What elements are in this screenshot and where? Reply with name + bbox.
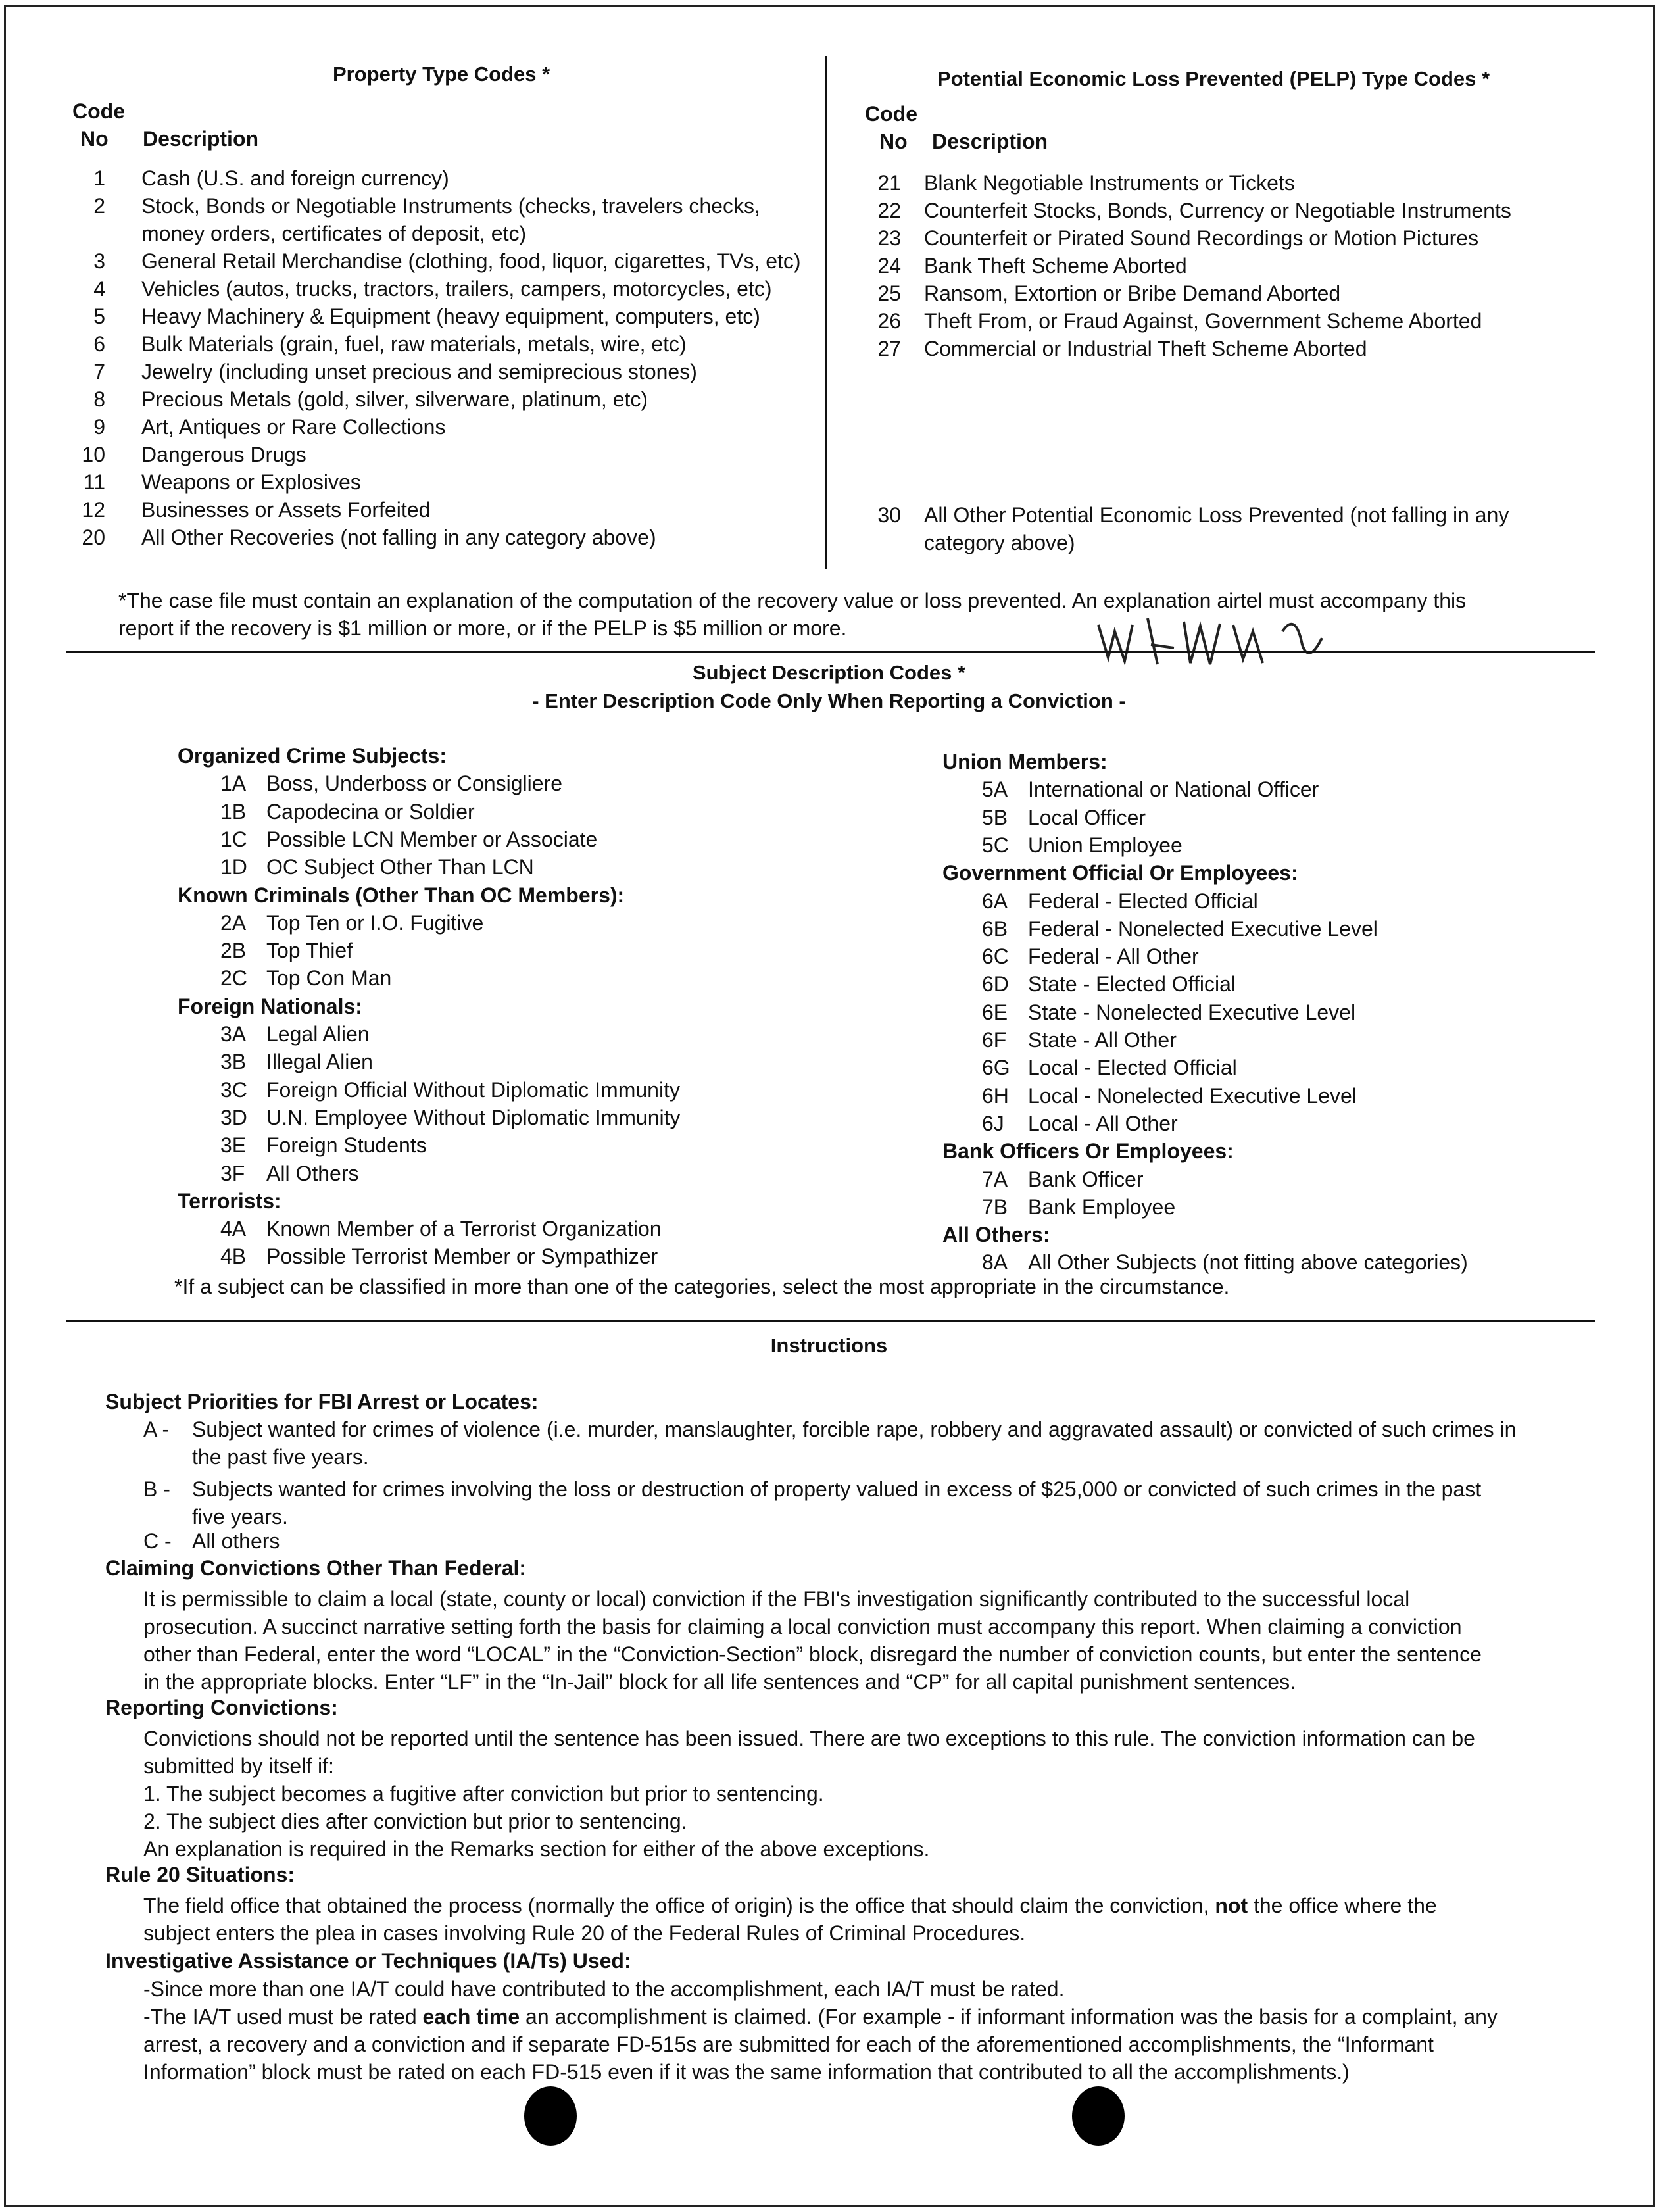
priority-b-line1: Subjects wanted for crimes involving the loss or destruction of property valued in excess of $25,000 or convicted of such crimes in the past — [192, 1477, 1482, 1501]
rule20-line1 — [143, 1892, 1437, 1919]
subject-code-description: Federal - Elected Official — [1028, 889, 1258, 913]
property-code-row — [39, 413, 829, 441]
subject-code-description: Possible Terrorist Member or Sympathizer — [266, 1244, 658, 1269]
subject-code: 2C — [220, 966, 247, 991]
instructions-title: Instructions — [770, 1334, 888, 1357]
code-description: Cash (U.S. and foreign currency) — [141, 166, 449, 190]
subject-code-item — [220, 1076, 680, 1104]
code-description: Counterfeit or Pirated Sound Recordings or Motion Pictures — [924, 226, 1479, 250]
subject-code-item — [220, 1020, 370, 1048]
subject-code: 4A — [220, 1217, 247, 1241]
subject-code-description: Federal - Nonelected Executive Level — [1028, 916, 1378, 941]
subject-code-description: Known Member of a Terrorist Organization — [266, 1217, 662, 1241]
subject-code: 3C — [220, 1077, 247, 1102]
subject-code-description: Union Employee — [1028, 833, 1183, 857]
code-description: Ransom, Extortion or Bribe Demand Aborted — [924, 282, 1341, 305]
subject-code-item — [220, 1242, 658, 1270]
code-number: 21 — [877, 171, 901, 195]
subject-code-item — [982, 804, 1146, 831]
code-number: 25 — [877, 282, 901, 305]
subject-code-description: Foreign Students — [266, 1133, 427, 1158]
subject-code-item — [982, 775, 1319, 803]
property-code-row — [39, 192, 829, 220]
pelp-col-code: Code — [865, 102, 917, 126]
subject-code: 7B — [982, 1194, 1008, 1219]
pelp-code-row — [829, 280, 1618, 307]
reporting-line1: Convictions should not be reported until the sentence has been issued. There are two exceptions to this rule. The conviction information can be — [143, 1727, 1475, 1750]
punch-hole-left — [524, 2086, 577, 2146]
subject-code-item — [982, 1193, 1175, 1221]
iat-line1: -Since more than one IA/T could have contributed to the accomplishment, each IA/T must be rated. — [143, 1977, 1065, 2001]
subject-code: 1A — [220, 772, 247, 796]
claiming-heading: Claiming Convictions Other Than Federal: — [105, 1556, 527, 1580]
code-number: 27 — [877, 337, 901, 360]
subject-code: 3E — [220, 1133, 247, 1158]
code-description: Counterfeit Stocks, Bonds, Currency or Negotiable Instruments — [924, 199, 1511, 222]
pelp-row-other — [829, 501, 1552, 529]
property-col-no: No — [80, 127, 109, 151]
property-code-row — [39, 330, 829, 358]
subject-code: 4B — [220, 1244, 247, 1269]
subject-code-description: Local - Elected Official — [1028, 1056, 1237, 1080]
subject-code-description: International or National Officer — [1028, 777, 1319, 802]
pelp-code-row — [829, 197, 1618, 224]
priority-b-line2: five years. — [192, 1505, 288, 1529]
subject-code-description: Possible LCN Member or Associate — [266, 827, 598, 851]
iat-heading: Investigative Assistance or Techniques (IA/Ts) Used: — [105, 1949, 631, 1973]
pelp-col-no: No — [879, 130, 908, 153]
subject-code-item — [220, 825, 597, 853]
code-description: General Retail Merchandise (clothing, food, liquor, cigarettes, TVs, etc) — [141, 249, 801, 273]
property-col-code: Code — [72, 99, 125, 123]
subject-code-description: State - Elected Official — [1028, 972, 1236, 996]
reporting-heading: Reporting Convictions: — [105, 1696, 338, 1719]
rule20-text-a: The field office that obtained the process (normally the office of origin) is the office that should claim the conviction, — [143, 1894, 1215, 1917]
subject-code: 1C — [220, 827, 247, 851]
claiming-line1: It is permissible to claim a local (state, county or local) conviction if the FBI's investigation significantly contributed to the successful local — [143, 1587, 1410, 1611]
code-number: 11 — [83, 470, 105, 494]
subject-code: 6A — [982, 889, 1008, 913]
subject-code-description: Local - All Other — [1028, 1111, 1178, 1135]
code-description: Stock, Bonds or Negotiable Instruments (checks, travelers checks, — [141, 194, 760, 218]
subject-category-heading: Organized Crime Subjects: — [178, 744, 447, 768]
column-divider — [825, 56, 827, 569]
code-description: All Other Recoveries (not falling in any category above) — [141, 526, 656, 549]
subject-code-description: Illegal Alien — [266, 1050, 373, 1074]
subject-category-heading: Bank Officers Or Employees: — [942, 1139, 1234, 1164]
subject-code-item — [982, 1054, 1237, 1081]
priorities-heading: Subject Priorities for FBI Arrest or Locates: — [105, 1390, 539, 1413]
subject-code-item — [982, 1166, 1143, 1193]
subject-code-item — [220, 1104, 681, 1131]
subject-category-heading: Government Official Or Employees: — [942, 861, 1298, 885]
subject-code: 5B — [982, 805, 1008, 829]
code-number: 26 — [877, 309, 901, 333]
subject-code-item — [982, 1110, 1178, 1137]
property-code-row — [39, 524, 829, 551]
subject-category-heading: Union Members: — [942, 750, 1108, 774]
subject-code-description: Top Ten or I.O. Fugitive — [266, 910, 484, 935]
property-code-row — [39, 303, 829, 330]
subject-code: 5A — [982, 777, 1008, 802]
pelp-code: 30 — [877, 503, 901, 527]
subject-code: 2A — [220, 910, 247, 935]
property-code-row — [39, 358, 829, 385]
subject-code-item — [220, 909, 483, 937]
subject-code: 3B — [220, 1050, 247, 1074]
subject-code: 6H — [982, 1083, 1009, 1108]
code-number: 5 — [93, 305, 105, 328]
property-code-row — [39, 220, 829, 247]
subject-code: 6E — [982, 1000, 1008, 1024]
subject-code-description: OC Subject Other Than LCN — [266, 855, 534, 879]
subject-code-item — [220, 1160, 358, 1187]
subject-code-description: U.N. Employee Without Diplomatic Immunity — [266, 1105, 681, 1129]
subject-code-description: Bank Employee — [1028, 1194, 1176, 1219]
subject-code: 2B — [220, 939, 247, 963]
claiming-line2: prosecution. A succinct narrative setting forth the basis for claiming a local conviction must accompany this report. When claiming a conviction — [143, 1615, 1462, 1638]
reporting-line3: An explanation is required in the Remarks section for either of the above exceptions. — [143, 1837, 930, 1861]
subject-code: 1B — [220, 799, 247, 823]
subject-code-description: Local - Nonelected Executive Level — [1028, 1083, 1357, 1108]
subject-category-heading: Terrorists: — [178, 1189, 281, 1213]
code-description: Bank Theft Scheme Aborted — [924, 254, 1187, 278]
iat-line3: arrest, a recovery and a conviction and if separate FD-515s are submitted for each of the aforementioned accomplishments, the “Informant — [143, 2032, 1434, 2056]
rule20-text-c: the office where the — [1248, 1894, 1437, 1917]
subject-code-description: Boss, Underboss or Consigliere — [266, 772, 562, 796]
code-number: 4 — [93, 277, 105, 301]
pelp-code-row — [829, 169, 1618, 197]
subject-code-description: State - Nonelected Executive Level — [1028, 1000, 1356, 1024]
iat-text-b: each time — [422, 2005, 520, 2028]
priority-a-line2: the past five years. — [192, 1445, 369, 1469]
property-code-row — [39, 247, 829, 275]
code-number: 1 — [93, 166, 105, 190]
code-description: Businesses or Assets Forfeited — [141, 498, 431, 522]
iat-line4: Information” block must be rated on each FD-515 even if it was the same information that contributed to all the accomplishments.) — [143, 2060, 1350, 2084]
pelp-description: All Other Potential Economic Loss Prevented (not falling in any — [924, 503, 1509, 527]
subject-code: 3F — [220, 1161, 245, 1185]
code-description: Dangerous Drugs — [141, 443, 306, 466]
subject-code-item — [982, 1082, 1357, 1110]
code-description: Vehicles (autos, trucks, tractors, trailers, campers, motorcycles, etc) — [141, 277, 772, 301]
code-number: 3 — [93, 249, 105, 273]
subject-code-description: Foreign Official Without Diplomatic Immunity — [266, 1077, 680, 1102]
code-number: 10 — [82, 443, 105, 466]
subject-code-item — [982, 970, 1236, 998]
code-description: Jewelry (including unset precious and semiprecious stones) — [141, 360, 697, 383]
code-number: 9 — [93, 415, 105, 439]
subject-code-description: Top Con Man — [266, 966, 392, 991]
code-number: 6 — [93, 332, 105, 356]
subject-code-description: Bank Officer — [1028, 1167, 1144, 1191]
code-number: 20 — [82, 526, 105, 549]
subject-code-description: Legal Alien — [266, 1022, 370, 1046]
pelp-codes-title: Potential Economic Loss Prevented (PELP) Type Codes * — [937, 67, 1490, 90]
code-number: 7 — [93, 360, 105, 383]
code-description: Heavy Machinery & Equipment (heavy equipment, computers, etc) — [141, 305, 760, 328]
subject-category-heading: Known Criminals (Other Than OC Members): — [178, 883, 625, 907]
subject-code: 5C — [982, 833, 1009, 857]
priority-a-line1: Subject wanted for crimes of violence (i.e. murder, manslaughter, forcible rape, robbery and aggravated assault) or convicted of such crimes in — [192, 1417, 1517, 1441]
pelp-code-row — [829, 335, 1618, 362]
priority-b-label: B - — [143, 1477, 170, 1501]
property-code-row — [39, 441, 829, 468]
priority-c-line1: All others — [192, 1529, 280, 1553]
subject-code-item — [982, 831, 1183, 859]
subject-code-item — [220, 1215, 662, 1242]
property-code-row — [39, 496, 829, 524]
iat-line2 — [143, 2003, 1498, 2030]
code-number: 12 — [82, 498, 105, 522]
subject-code-item — [220, 1048, 373, 1075]
subject-code-item — [220, 770, 562, 797]
subject-code: 6F — [982, 1028, 1007, 1052]
subject-code-item — [982, 1026, 1177, 1054]
code-number: 8 — [93, 387, 105, 411]
reporting-item2: 2. The subject dies after conviction but prior to sentencing. — [143, 1809, 687, 1833]
pelp-code-row — [829, 224, 1618, 252]
code-number: 23 — [877, 226, 901, 250]
rule20-heading: Rule 20 Situations: — [105, 1863, 295, 1886]
punch-hole-right — [1072, 2086, 1125, 2146]
code-description: Precious Metals (gold, silver, silverware, platinum, etc) — [141, 387, 648, 411]
priority-c-label: C - — [143, 1529, 172, 1553]
subject-codes-title: Subject Description Codes * — [692, 661, 966, 684]
reporting-item1: 1. The subject becomes a fugitive after conviction but prior to sentencing. — [143, 1782, 824, 1806]
subject-code-description: Capodecina or Soldier — [266, 799, 475, 823]
subject-code-item — [220, 937, 353, 964]
subject-code: 3D — [220, 1105, 247, 1129]
code-number: 24 — [877, 254, 901, 278]
subject-codes-subtitle: - Enter Description Code Only When Reporting a Conviction - — [532, 689, 1126, 712]
subject-code-description: All Others — [266, 1161, 359, 1185]
code-description: money orders, certificates of deposit, etc) — [141, 222, 527, 245]
subject-code-description: Federal - All Other — [1028, 945, 1199, 969]
claiming-line3: other than Federal, enter the word “LOCAL” in the “Conviction-Section” block, disregard the number of conviction counts, but enter the sentence — [143, 1642, 1482, 1666]
property-codes-title: Property Type Codes * — [333, 62, 550, 86]
code-number: 2 — [93, 194, 105, 218]
subject-code-item — [982, 998, 1355, 1026]
subject-code-item — [220, 853, 534, 881]
property-code-row — [39, 164, 829, 192]
recovery-footnote-line1: *The case file must contain an explanation of the computation of the recovery value or loss prevented. An explanation airtel must accompany this — [118, 589, 1467, 612]
subject-code-item — [982, 887, 1258, 915]
section-divider-1 — [66, 651, 1595, 653]
subject-code-item — [220, 1131, 427, 1159]
code-description: Weapons or Explosives — [141, 470, 361, 494]
pelp-code-row — [829, 252, 1618, 280]
iat-text-c: an accomplishment is claimed. (For example - if informant information was the basis for a complaint, any — [520, 2005, 1498, 2028]
code-description: Art, Antiques or Rare Collections — [141, 415, 446, 439]
property-code-row — [39, 385, 829, 413]
subject-code: 6B — [982, 916, 1008, 941]
subject-code: 6G — [982, 1056, 1010, 1080]
subject-category-heading: All Others: — [942, 1223, 1050, 1247]
property-col-description: Description — [143, 127, 259, 151]
pelp-code-row — [829, 307, 1618, 335]
pelp-col-description: Description — [932, 130, 1048, 153]
property-code-row — [39, 275, 829, 303]
subject-code-item — [220, 964, 391, 992]
iat-text-a: -The IA/T used must be rated — [143, 2005, 423, 2028]
claiming-line4: in the appropriate blocks. Enter “LF” in the “In-Jail” block for all life sentences and “CP” for all capital punishment sentences. — [143, 1670, 1296, 1694]
code-number: 22 — [877, 199, 901, 222]
subject-code: 6C — [982, 945, 1009, 969]
recovery-footnote-line2: report if the recovery is $1 million or more, or if the PELP is $5 million or more. — [118, 616, 847, 640]
subject-code: 1D — [220, 855, 247, 879]
subject-code-description: Local Officer — [1028, 805, 1146, 829]
subject-code-item — [982, 943, 1199, 970]
section-divider-2 — [66, 1320, 1595, 1322]
subject-code: 7A — [982, 1167, 1008, 1191]
code-description: Theft From, or Fraud Against, Government Scheme Aborted — [924, 309, 1482, 333]
subject-code: 6J — [982, 1111, 1004, 1135]
pelp-other-desc-continued: category above) — [924, 531, 1075, 554]
subject-code: 6D — [982, 972, 1009, 996]
code-description: Blank Negotiable Instruments or Tickets — [924, 171, 1295, 195]
subject-code-description: Top Thief — [266, 939, 353, 963]
subject-code-item — [982, 915, 1378, 943]
subject-code-item — [220, 798, 475, 825]
subject-code: 3A — [220, 1022, 247, 1046]
property-code-row — [39, 468, 829, 496]
rule20-line2: subject enters the plea in cases involving Rule 20 of the Federal Rules of Criminal Procedures. — [143, 1921, 1026, 1945]
subject-code-description: All Other Subjects (not fitting above categories) — [1028, 1250, 1468, 1275]
code-description: Commercial or Industrial Theft Scheme Aborted — [924, 337, 1367, 360]
priority-a-label: A - — [143, 1417, 170, 1441]
subject-code-description: State - All Other — [1028, 1028, 1177, 1052]
rule20-text-b: not — [1215, 1894, 1248, 1917]
subject-category-heading: Foreign Nationals: — [178, 994, 362, 1018]
subject-code: 8A — [982, 1250, 1008, 1275]
code-description: Bulk Materials (grain, fuel, raw materials, metals, wire, etc) — [141, 332, 687, 356]
subject-footnote: *If a subject can be classified in more than one of the categories, select the most appropriate in the circumstance. — [174, 1275, 1230, 1298]
reporting-line2: submitted by itself if: — [143, 1754, 334, 1778]
